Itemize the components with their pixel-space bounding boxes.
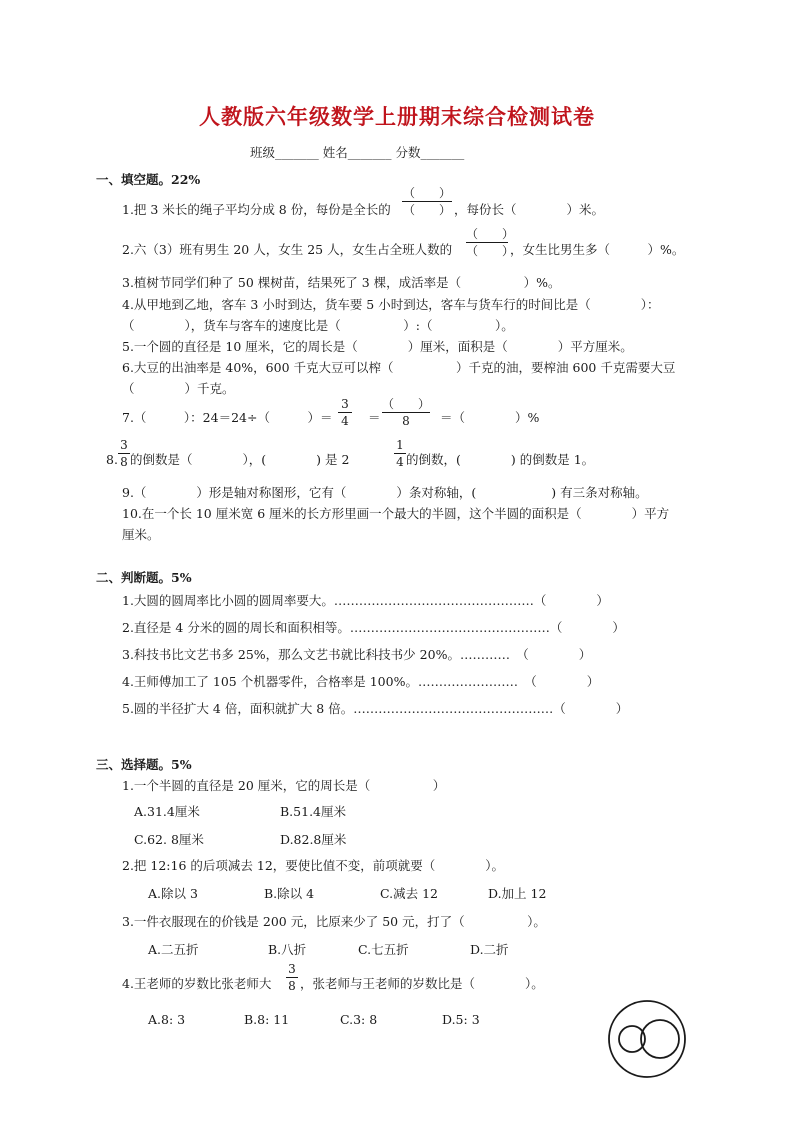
option-c: C.62. 8厘米 [134,832,204,847]
option-d: D.82.8厘米 [280,832,347,847]
option-c: C.3: 8 [340,1012,378,1027]
judgement-item: 1.大圆的圆周率比小圆的圆周率要大。…………………………………………（ ） [122,593,609,608]
fraction-over-eight: （ ） 8 [382,397,431,428]
choice-question-4-tail: ，张老师与王老师的岁数比是（ ）。 [300,976,544,991]
large-inner-circle [641,1020,679,1058]
question-1-tail: ，每份长（ ）米。 [454,202,605,217]
judgement-item: 4.王师傅加工了 105 个机器零件，合格率是 100%。…………………… （ ） [122,674,600,689]
question-2-text: 2.六（3）班有男生 20 人，女生 25 人，女生占全班人数的 [122,242,453,257]
section-2-heading: 二、判断题。5% [96,570,192,585]
choice-question-4: 4.王老师的岁数比张老师大 [122,976,272,991]
section-3-heading: 三、选择题。5% [96,757,192,772]
option-a: A.除以 3 [148,886,198,901]
fraction-one-fourth: 1 4 [394,438,406,469]
question-9-text: 9.（ ）形是轴对称图形，它有（ ）条对称轴，( ) 有三条对称轴。 [122,485,648,500]
equals-sign: ＝ [368,410,381,425]
fraction-blank: （ ） （ ） [402,186,451,217]
option-a: A.8: 3 [148,1012,186,1027]
fraction-blank: （ ） （ ） [466,227,515,258]
question-10-cont: 厘米。 [122,527,160,542]
judgement-item: 2.直径是 4 分米的圆的周长和面积相等。…………………………………………（ ） [122,620,625,635]
question-7-tail: ＝（ ）% [440,410,540,425]
judgement-item: 3.科技书比文艺书多 25%，那么文艺书就比科技书少 20%。………… （ ） [122,647,592,662]
option-b: B.除以 4 [264,886,315,901]
option-b: B.八折 [268,942,307,957]
choice-question-2: 2.把 12:16 的后项减去 12，要使比值不变，前项就要（ ）。 [122,858,505,873]
fraction-three-fourths: 3 4 [338,397,352,428]
question-3-text: 3.植树节同学们种了 50 棵树苗，结果死了 3 棵，成活率是（ ）%。 [122,275,561,290]
student-info-line: 班级_______ 姓名_______ 分数_______ [250,145,465,160]
judgement-item: 5.圆的半径扩大 4 倍，面积就扩大 8 倍。…………………………………………（ ） [122,701,629,716]
question-6-text: 6.大豆的出油率是 40%，600 千克大豆可以榨（ ）千克的油，要榨油 600 千克需要大豆 [122,360,676,375]
choice-question-1: 1.一个半圆的直径是 20 厘米，它的周长是（ ） [122,778,446,793]
question-4-cont: （ ），货车与客车的速度比是（ ）:（ ）。 [122,318,514,333]
circles-figure [606,998,688,1080]
page-title: 人教版六年级数学上册期末综合检测试卷 [199,105,595,129]
option-a: A.31.4厘米 [134,804,200,819]
option-d: D.二折 [470,942,509,957]
fraction-three-eighths: 3 8 [286,962,298,993]
option-c: C.减去 12 [380,886,438,901]
question-2-tail: ，女生比男生多（ ）%。 [510,242,685,257]
section-1-heading: 一、填空题。22% [96,172,201,187]
question-4-text: 4.从甲地到乙地，客车 3 小时到达，货车要 5 小时到达，客车与货车行的时间比是（ ）： [122,297,660,312]
question-8-text: 的倒数是（ ），( ) 是 2 [130,452,350,467]
question-7-text: 7.（ ）：24＝24÷（ ）＝ [122,410,333,425]
question-8-tail: 的倒数，( ) 的倒数是 1。 [406,452,595,467]
question-5-text: 5.一个圆的直径是 10 厘米，它的周长是（ ）厘米，面积是（ ）平方厘米。 [122,339,633,354]
option-d: D.5: 3 [442,1012,480,1027]
question-6-cont: （ ）千克。 [122,381,235,396]
outer-circle [609,1001,685,1077]
option-b: B.51.4厘米 [280,804,346,819]
question-1-text: 1.把 3 米长的绳子平均分成 8 份，每份是全长的 [122,202,391,217]
choice-question-3: 3.一件衣服现在的价钱是 200 元，比原来少了 50 元，打了（ ）。 [122,914,546,929]
question-10-text: 10.在一个长 10 厘米宽 6 厘米的长方形里画一个最大的半圆，这个半圆的面积是（ ）平方 [122,506,670,521]
option-b: B.8: 11 [244,1012,290,1027]
option-d: D.加上 12 [488,886,547,901]
option-c: C.七五折 [358,942,409,957]
question-8-number: 8. [106,452,118,467]
option-a: A.二五折 [148,942,199,957]
fraction-three-eighths: 3 8 [118,438,130,469]
